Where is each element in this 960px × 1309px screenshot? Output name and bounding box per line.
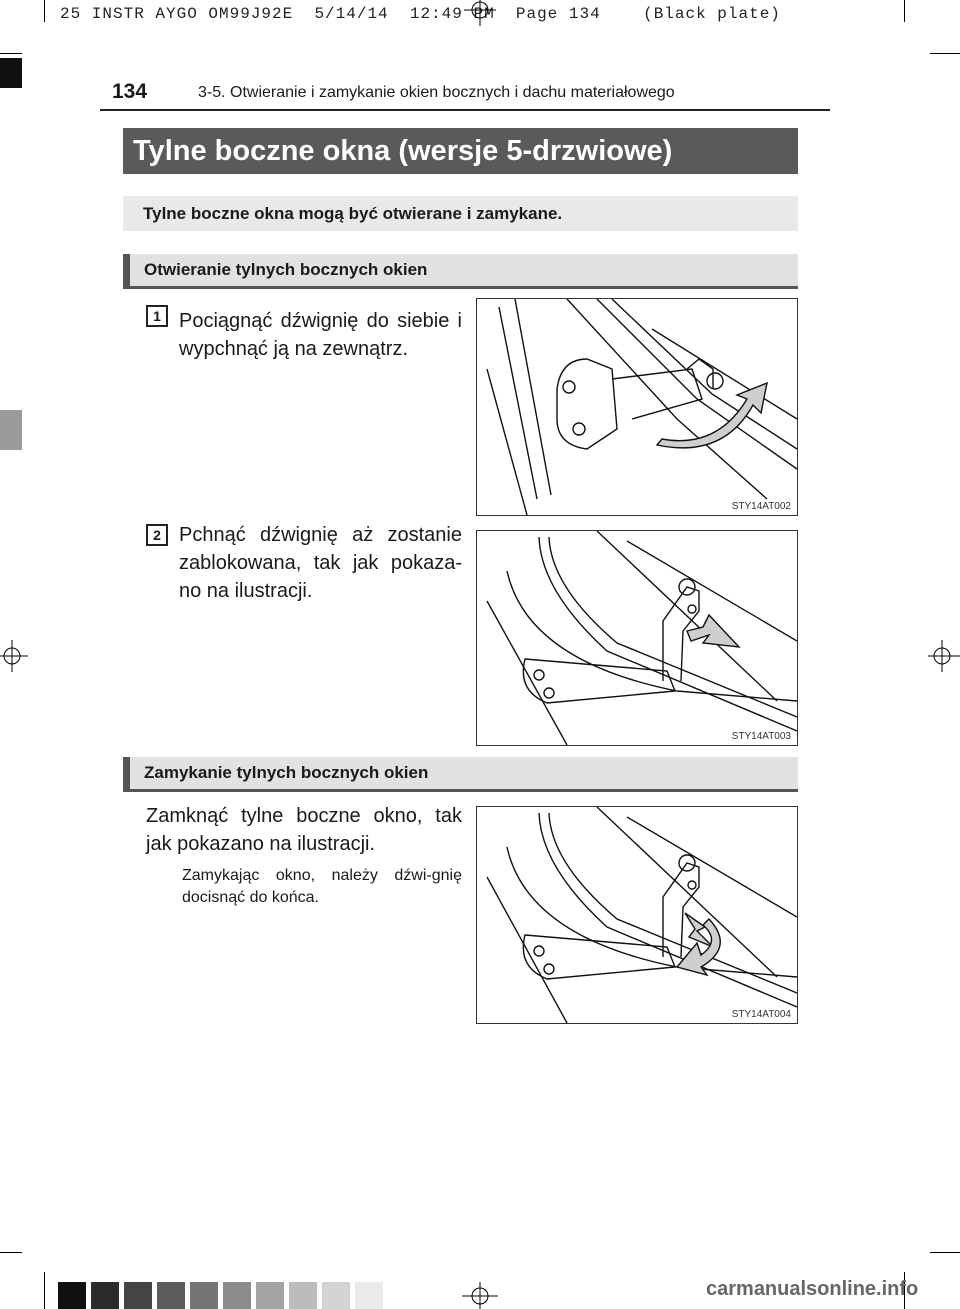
header-rule [100, 109, 830, 111]
chapter-tab-marker [0, 58, 22, 88]
latch-lock-figure [477, 531, 797, 745]
crop-mark [44, 1272, 45, 1309]
step-text: Pociągnąć dźwignię do siebie i wypchnąć ją na zewnątrz. [179, 310, 462, 360]
registration-mark-icon [458, 1280, 502, 1309]
color-control-swatch [157, 1282, 185, 1309]
step-number: 1 [146, 305, 168, 327]
page-title: Tylne boczne okna (wersje 5-drzwiowe) [123, 128, 798, 174]
chapter-tab-marker [0, 410, 22, 450]
crop-mark [44, 0, 45, 22]
crop-mark [930, 53, 960, 54]
latch-close-figure [477, 807, 797, 1023]
figure-code: STY14AT003 [731, 731, 791, 742]
page-number: 134 [112, 80, 148, 103]
color-control-swatch [58, 1282, 86, 1309]
figure-code: STY14AT004 [731, 1009, 791, 1020]
color-control-swatch [190, 1282, 218, 1309]
color-control-swatch [322, 1282, 350, 1309]
step-number: 2 [146, 524, 168, 546]
crop-mark [0, 1252, 22, 1253]
print-slug: 25 INSTR AYGO OM99J92E 5/14/14 12:49 PM Page 134 (Black plate) [60, 5, 781, 23]
color-control-swatch [223, 1282, 251, 1309]
closing-note: Zamykając okno, należy dźwi-gnię docisnąć do końca. [182, 867, 462, 906]
color-control-swatch [91, 1282, 119, 1309]
section-heading-opening: Otwieranie tylnych bocznych okien [123, 254, 798, 289]
crop-mark [0, 53, 22, 54]
latch-open-figure [477, 299, 797, 515]
registration-mark-icon [460, 0, 500, 28]
running-title: 3-5. Otwieranie i zamykanie okien bocznych i dachu materiałowego [198, 84, 675, 101]
crop-mark [904, 0, 905, 22]
registration-mark-icon [0, 636, 30, 676]
section-heading-closing: Zamykanie tylnych bocznych okien [123, 757, 798, 792]
color-control-swatch [355, 1282, 383, 1309]
registration-mark-icon [926, 636, 960, 676]
figure-latch-lock [476, 530, 798, 746]
color-control-swatch [289, 1282, 317, 1309]
color-control-swatch [256, 1282, 284, 1309]
crop-mark [930, 1252, 960, 1253]
step-text: Pchnąć dźwignię aż zostanie zablokowana, tak jak pokaza-no na ilustracji. [179, 524, 462, 602]
intro-text: Tylne boczne okna mogą być otwierane i zamykane. [123, 196, 798, 231]
color-control-swatch [124, 1282, 152, 1309]
figure-latch-close [476, 806, 798, 1024]
closing-text: Zamknąć tylne boczne okno, tak jak pokazano na ilustracji. [146, 805, 462, 855]
figure-latch-open [476, 298, 798, 516]
watermark: carmanualsonline.info [706, 1278, 919, 1300]
figure-code: STY14AT002 [731, 501, 791, 512]
